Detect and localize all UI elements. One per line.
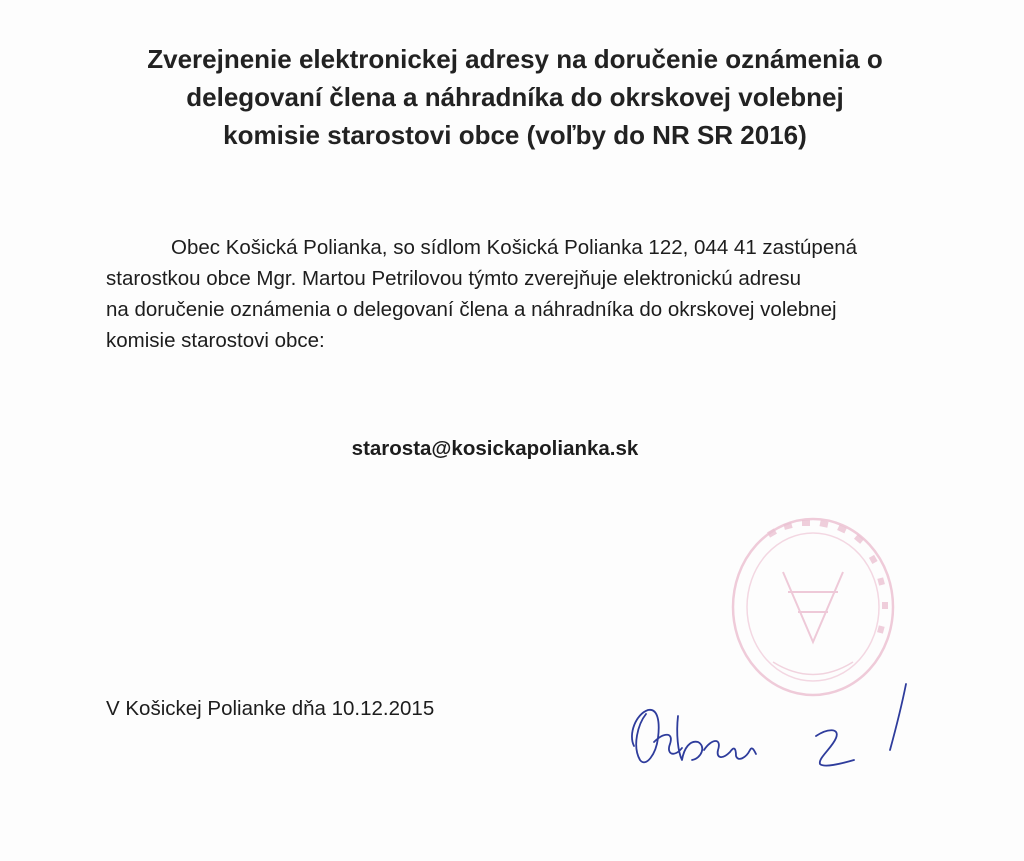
body-line: starostkou obce Mgr. Martou Petrilovou týmto zverejňuje elektronickú adresu	[106, 267, 802, 290]
handwritten-signature	[618, 676, 918, 786]
official-stamp	[728, 512, 898, 702]
title-line: Zverejnenie elektronickej adresy na doručenie oznámenia o	[147, 44, 883, 74]
title-line: delegovaní člena a náhradníka do okrskovej volebnej	[186, 82, 844, 112]
place-and-date: V Košickej Polianke dňa 10.12.2015	[106, 697, 435, 720]
title-line: komisie starostovi obce (voľby do NR SR 2016)	[223, 120, 807, 150]
document-title	[90, 40, 940, 154]
email-address: starosta@kosickapolianka.sk	[351, 437, 639, 460]
body-line: na doručenie oznámenia o delegovaní člena a náhradníka do okrskovej volebnej	[106, 298, 837, 321]
body-line: komisie starostovi obce:	[106, 329, 325, 352]
body-line: Obec Košická Polianka, so sídlom Košická Polianka 122, 044 41 zastúpená	[171, 236, 858, 259]
body-paragraph	[106, 232, 926, 356]
